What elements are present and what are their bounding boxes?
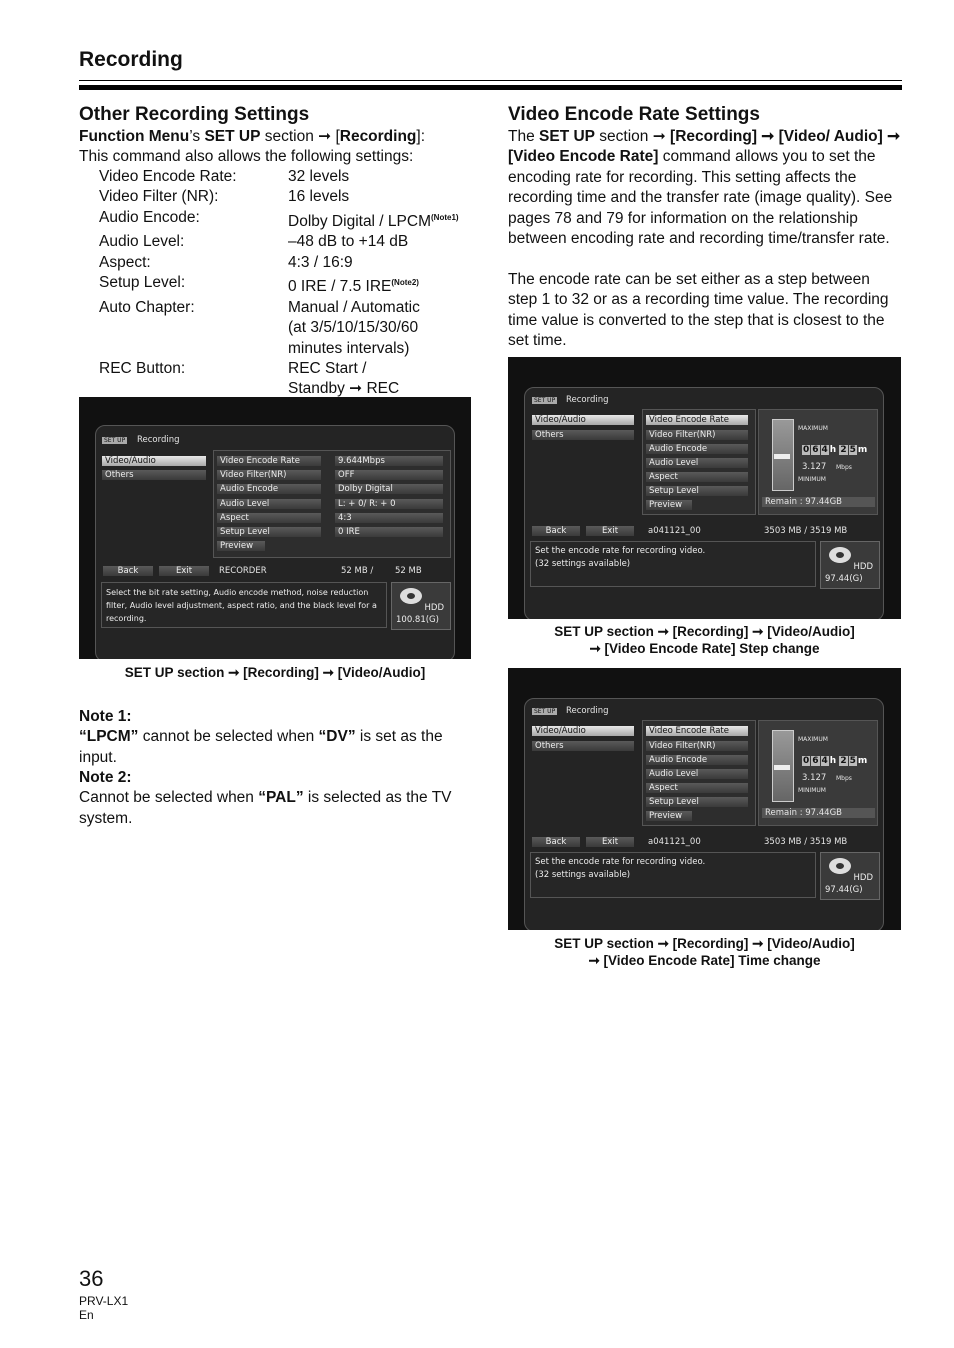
language-code: En [79,1308,94,1322]
exit-button[interactable]: Exit [586,837,634,847]
intro-plain-1: ’s [189,128,205,145]
p1-text: command allows you to set the encoding rate for recording. This setting affects the recording time and the transfer rate (image quality). See pages 78 and 79 for information on the relationship between encoding rate and recording time/transfer rate. [508,148,893,248]
menu-item[interactable]: Video Filter(NR) [646,430,748,440]
menu-value: 0 IRE [335,527,443,537]
setting-row [99,208,488,233]
setting-row [99,359,488,400]
osd-title: Recording [137,435,180,445]
exit-button[interactable]: Exit [159,566,209,576]
p1-bold: SET UP [539,128,595,145]
setting-value [288,208,488,233]
setting-key: Auto Chapter: [99,298,195,316]
hdd-size: 100.81(G) [396,615,439,625]
digit: 0 [803,756,810,766]
setting-value: –48 dB to +14 dB [288,233,409,251]
menu-value: Dolby Digital [335,484,443,494]
setting-value-extra: minutes intervals) [288,339,410,357]
setting-key: Audio Level: [99,233,185,251]
figure-caption-time [508,935,901,969]
minimum-label: MINIMUM [798,476,826,483]
setting-value: 4:3 / 16:9 [288,253,353,271]
rate-unit: Mbps [836,464,852,471]
rate-unit: Mbps [836,775,852,782]
minute-unit: m [857,756,868,766]
setting-key: Video Encode Rate: [99,168,237,185]
setting-key: Audio Encode: [99,208,200,226]
menu-item[interactable]: Setup Level [646,486,748,496]
setting-row [99,167,488,187]
intro-plain-2: section ➞ [ [260,128,340,145]
hdd-label: HDD [853,562,873,572]
digit: 4 [821,445,828,455]
encode-rate-heading: Video Encode Rate Settings [508,104,760,125]
digit: 0 [803,445,810,455]
hdd-size: 97.44(G) [825,574,863,584]
left-item-video-audio[interactable]: Video/Audio [532,415,634,425]
hdd-label: HDD [424,603,444,613]
menu-item-selected[interactable]: Video Encode Rate [646,726,748,736]
hdd-box [820,541,880,589]
setting-value [288,298,488,359]
menu-item-preview[interactable]: Preview [646,811,692,821]
hour-unit: h [829,756,837,766]
setting-value: 32 levels [288,168,350,185]
menu-item[interactable]: Audio Level [646,458,748,468]
hdd-label: HDD [853,873,873,883]
setting-row [99,232,488,252]
osd-screen-step-change [508,357,901,619]
hdd-icon [827,855,853,877]
setup-tag: SET UP [534,708,556,715]
menu-value: L: + 0/ R: + 0 [335,499,443,509]
menu-item[interactable]: Audio Encode [646,755,748,765]
digit: 6 [812,445,819,455]
status-size: 3503 MB / 3519 MB [764,837,848,847]
menu-item-selected[interactable]: Video Encode Rate [646,415,748,425]
help-message: Select the bit rate setting, Audio encode method, noise reduction filter, Audio level adjustment, aspect ratio, and the black level for a recording. [101,582,387,628]
remain-readout: Remain : 97.44GB [762,808,875,818]
p1-bold-path: [Recording] ➞ [Video/ Audio] ➞ [Video Encode Rate] [508,128,901,166]
back-button[interactable]: Back [532,837,580,847]
left-item-video-audio[interactable]: Video/Audio [102,456,206,466]
digit: 5 [849,756,856,766]
settings-list [99,167,488,400]
menu-item[interactable]: Aspect [646,472,748,482]
status-name: a041121_00 [648,837,701,847]
osd-screen-video-audio [79,397,471,659]
setting-value-text: Dolby Digital / LPCM [288,212,431,230]
menu-item[interactable]: Audio Level [217,499,321,509]
menu-item[interactable]: Audio Level [646,769,748,779]
hdd-icon [398,585,424,607]
setting-key: REC Button: [99,359,186,377]
maximum-label: MAXIMUM [798,736,828,743]
setting-value [288,273,488,298]
menu-item-preview[interactable]: Preview [217,541,265,551]
back-button[interactable]: Back [532,526,580,536]
menu-item[interactable]: Video Encode Rate [217,456,321,466]
help-line: (32 settings available) [535,559,631,569]
note-1 [79,707,469,768]
intro-bold-2: SET UP [204,128,261,145]
digit: 5 [849,445,856,455]
menu-item[interactable]: Setup Level [646,797,748,807]
figure-caption-step [508,623,901,657]
setting-key: Video Filter (NR): [99,188,219,206]
help-line: Set the encode rate for recording video. [535,546,706,556]
note-2-text: Cannot be selected when [79,789,259,807]
osd-screen-time-change [508,668,901,930]
intro-line-2: This command also allows the following settings: [79,148,414,166]
osd-title: Recording [566,395,609,405]
other-settings-heading: Other Recording Settings [79,104,310,125]
caption-line: ➞ [Video Encode Rate] Step change [589,641,820,656]
intro-bold-1: Function Menu [79,128,190,145]
digit: 6 [812,756,819,766]
encode-rate-paragraph-2: The encode rate can be set either as a step between step 1 to 32 or as a recording time value. The recording time value is converted to the step that is closest to the set time. [508,271,889,350]
model-name: PRV-LX1 [79,1294,129,1308]
caption-line: SET UP section ➞ [Recording] ➞ [Video/Audio] [554,936,855,951]
status-name: RECORDER [219,566,267,576]
note-ref: (Note2) [391,278,419,288]
status-name: a041121_00 [648,526,701,536]
note-1-text: cannot be selected when [138,728,319,746]
menu-item[interactable]: Video Filter(NR) [217,470,321,480]
header-rule-thin [79,80,902,81]
left-item-others[interactable]: Others [532,741,634,751]
menu-value: 4:3 [335,513,443,523]
menu-item[interactable]: Video Filter(NR) [646,741,748,751]
menu-item-preview[interactable]: Preview [646,500,692,510]
setting-row [99,298,488,359]
menu-item[interactable]: Aspect [217,513,321,523]
osd-title: Recording [566,706,609,716]
page-number: 36 [79,1266,104,1291]
help-message [530,541,816,587]
note-2-bold: “PAL” [258,789,304,807]
setup-tag: SET UP [534,397,556,404]
p1-text: The [508,128,540,145]
exit-button[interactable]: Exit [586,526,634,536]
setting-value-text: Manual / Automatic [288,298,420,316]
note-1-bold: “DV” [318,728,356,746]
hdd-box [391,582,451,630]
setting-row [99,253,488,273]
time-readout[interactable] [802,756,867,766]
status-used: 52 MB / [341,566,374,576]
setting-row [99,187,488,207]
digit: 4 [821,756,828,766]
digit: 2 [840,445,847,455]
setting-value: 16 levels [288,188,350,206]
note-2 [79,768,469,829]
encode-rate-paragraph-1 [508,127,902,249]
digit: 2 [840,756,847,766]
hour-unit: h [829,445,837,455]
setting-value-text: REC Start / [288,359,367,377]
note-2-text: is selected as the TV system. [79,789,452,827]
status-size: 3503 MB / 3519 MB [764,526,848,536]
setting-value-extra: Standby ➞ REC [288,380,400,398]
menu-item[interactable]: Setup Level [217,527,321,537]
setting-value-text: 0 IRE / 7.5 IRE [288,278,392,296]
time-readout [802,445,867,455]
note-1-text: is set as the input. [79,728,443,766]
left-item-video-audio[interactable]: Video/Audio [532,726,634,736]
back-button[interactable]: Back [103,566,153,576]
menu-item[interactable]: Audio Encode [217,484,321,494]
setting-key: Aspect: [99,253,151,271]
intro-plain-3: ]: [416,128,426,145]
note-1-bold: “LPCM” [79,728,139,746]
note-1-title: Note 1: [79,708,132,725]
left-item-others[interactable]: Others [102,470,206,480]
section-title: Recording [79,48,183,71]
menu-item[interactable]: Aspect [646,783,748,793]
minute-unit: m [857,445,868,455]
setting-key: Setup Level: [99,274,186,292]
slider-handle[interactable] [774,765,790,770]
hdd-size: 97.44(G) [825,885,863,895]
header-rule-thick [79,85,902,90]
note-ref: (Note1) [431,212,459,222]
figure-caption: SET UP section ➞ [Recording] ➞ [Video/Audio] [124,665,426,680]
model-code [79,1294,128,1322]
hdd-box [820,852,880,900]
maximum-label: MAXIMUM [798,425,828,432]
left-item-others[interactable]: Others [532,430,634,440]
other-settings-intro [79,127,479,168]
slider-handle[interactable] [774,454,790,459]
help-message [530,852,816,898]
rate-value: 3.127 [802,462,827,472]
minimum-label: MINIMUM [798,787,826,794]
setup-tag: SET UP [104,437,126,444]
intro-bold-3: Recording [339,128,417,145]
note-2-title: Note 2: [79,769,132,786]
menu-value: 9.644Mbps [335,456,443,466]
help-line: (32 settings available) [535,870,631,880]
rate-value: 3.127 [802,773,827,783]
hdd-icon [827,544,853,566]
p1-text: section ➞ [595,128,671,145]
remain-readout: Remain : 97.44GB [762,497,875,507]
status-total: 52 MB [395,566,422,576]
setting-row [99,273,488,298]
menu-item[interactable]: Audio Encode [646,444,748,454]
setting-value [288,359,488,400]
help-line: Set the encode rate for recording video. [535,857,706,867]
caption-line: ➞ [Video Encode Rate] Time change [588,953,821,968]
menu-value: OFF [335,470,443,480]
caption-line: SET UP section ➞ [Recording] ➞ [Video/Audio] [554,624,855,639]
setting-value-extra: (at 3/5/10/15/30/60 [288,319,419,337]
